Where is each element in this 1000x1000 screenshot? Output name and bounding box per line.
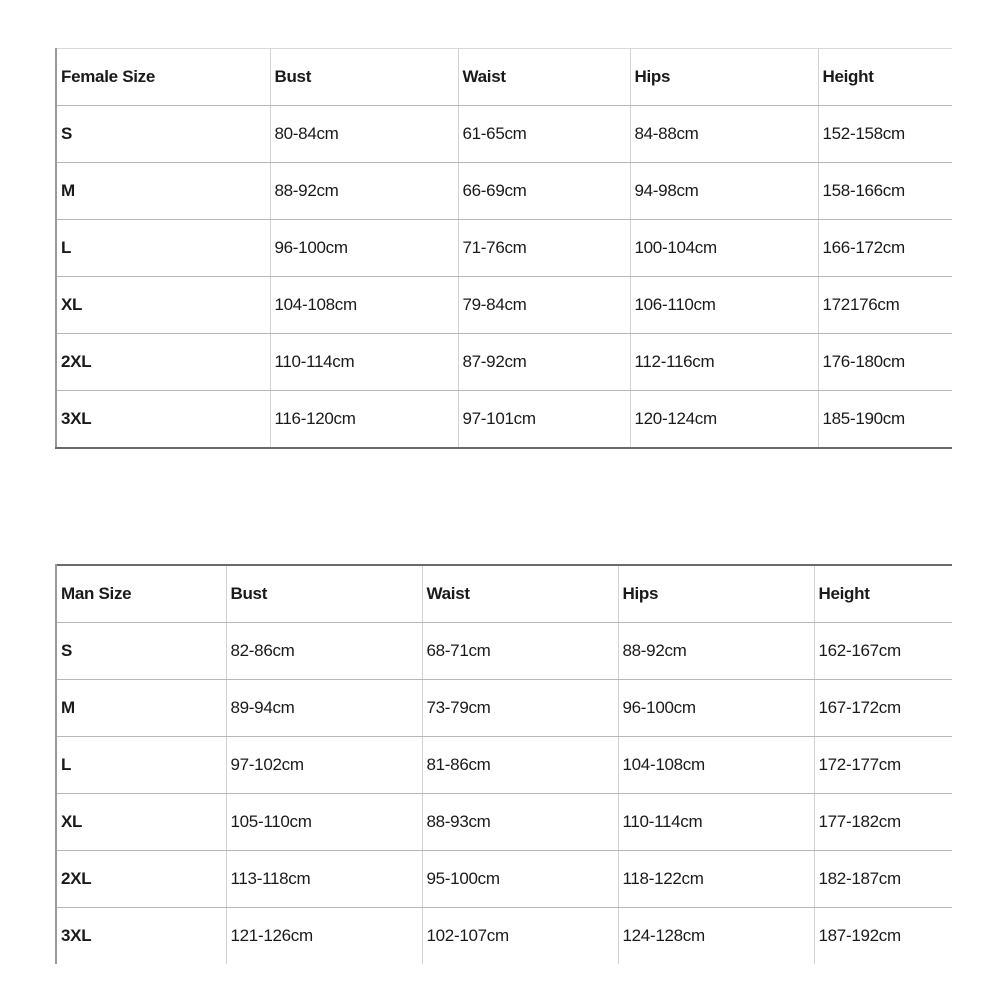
bust-cell: 82-86cm [226,622,422,679]
table-row [56,391,952,448]
waist-cell: 68-71cm [422,622,618,679]
hips-cell: 110-114cm [618,793,814,850]
bust-cell: 97-102cm [226,736,422,793]
height-cell: 187-192cm [814,907,952,964]
man-header-waist: Waist [422,565,618,622]
hips-cell: 112-116cm [630,334,818,391]
waist-cell: 102-107cm [422,907,618,964]
hips-cell: 88-92cm [618,622,814,679]
size-cell: M [56,163,270,220]
hips-cell: 104-108cm [618,736,814,793]
bust-cell: 105-110cm [226,793,422,850]
female-header-waist: Waist [458,49,630,106]
bust-cell: 89-94cm [226,679,422,736]
table-row [56,907,952,964]
size-cell: 3XL [56,907,226,964]
table-row [56,793,952,850]
hips-cell: 120-124cm [630,391,818,448]
table-row [56,334,952,391]
table-row [56,850,952,907]
hips-cell: 100-104cm [630,220,818,277]
female-header-hips: Hips [630,49,818,106]
waist-cell: 61-65cm [458,106,630,163]
table-row [56,106,952,163]
waist-cell: 95-100cm [422,850,618,907]
table-row [56,163,952,220]
waist-cell: 88-93cm [422,793,618,850]
waist-cell: 97-101cm [458,391,630,448]
height-cell: 152-158cm [818,106,952,163]
size-cell: M [56,679,226,736]
female-header-bust: Bust [270,49,458,106]
height-cell: 177-182cm [814,793,952,850]
height-cell: 172-177cm [814,736,952,793]
female-header-size: Female Size [56,49,270,106]
size-cell: L [56,736,226,793]
waist-cell: 73-79cm [422,679,618,736]
height-cell: 167-172cm [814,679,952,736]
height-cell: 172176cm [818,277,952,334]
height-cell: 158-166cm [818,163,952,220]
bust-cell: 80-84cm [270,106,458,163]
size-cell: 2XL [56,850,226,907]
size-cell: XL [56,277,270,334]
waist-cell: 71-76cm [458,220,630,277]
bust-cell: 96-100cm [270,220,458,277]
size-cell: L [56,220,270,277]
bust-cell: 116-120cm [270,391,458,448]
bust-cell: 88-92cm [270,163,458,220]
hips-cell: 94-98cm [630,163,818,220]
waist-cell: 87-92cm [458,334,630,391]
waist-cell: 79-84cm [458,277,630,334]
table-row [56,736,952,793]
size-cell: XL [56,793,226,850]
table-row [56,277,952,334]
bust-cell: 110-114cm [270,334,458,391]
man-header-row [56,565,952,622]
size-cell: S [56,106,270,163]
hips-cell: 96-100cm [618,679,814,736]
hips-cell: 118-122cm [618,850,814,907]
man-size-table [55,564,952,964]
bust-cell: 121-126cm [226,907,422,964]
female-header-height: Height [818,49,952,106]
table-row [56,220,952,277]
table-row [56,679,952,736]
man-header-bust: Bust [226,565,422,622]
female-size-table [55,48,952,449]
bust-cell: 104-108cm [270,277,458,334]
man-header-hips: Hips [618,565,814,622]
size-cell: 3XL [56,391,270,448]
height-cell: 176-180cm [818,334,952,391]
height-cell: 185-190cm [818,391,952,448]
height-cell: 162-167cm [814,622,952,679]
man-header-size: Man Size [56,565,226,622]
height-cell: 182-187cm [814,850,952,907]
size-cell: 2XL [56,334,270,391]
bust-cell: 113-118cm [226,850,422,907]
man-header-height: Height [814,565,952,622]
waist-cell: 66-69cm [458,163,630,220]
waist-cell: 81-86cm [422,736,618,793]
height-cell: 166-172cm [818,220,952,277]
hips-cell: 106-110cm [630,277,818,334]
hips-cell: 84-88cm [630,106,818,163]
hips-cell: 124-128cm [618,907,814,964]
size-cell: S [56,622,226,679]
female-header-row [56,49,952,106]
table-row [56,622,952,679]
